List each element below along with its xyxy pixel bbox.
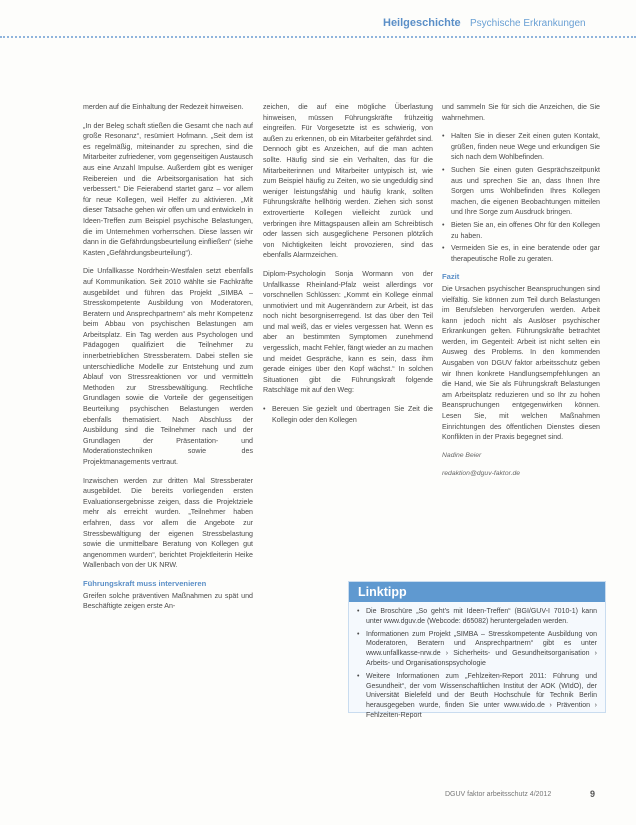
page-number: 9 bbox=[590, 789, 596, 799]
paragraph: merden auf die Einhaltung der Redezeit hinweisen. bbox=[83, 103, 244, 111]
header-divider bbox=[0, 36, 636, 38]
list-item: • Halten Sie in dieser Zeit einen guten Kontakt, grüßen, finden neue Wege und erkundigen Sie sich nach dem Wohlbefinden. bbox=[442, 131, 600, 163]
section-subtitle: Psychische Erkrankungen bbox=[470, 18, 586, 29]
list-item: • Bieten Sie an, ein offenes Ohr für den Kollegen zu haben. bbox=[442, 220, 600, 241]
fazit-heading: Fazit bbox=[442, 272, 460, 282]
column-2 bbox=[263, 102, 433, 433]
link-item: • Die Broschüre „So geht’s mit Ideen-Treffen“ (BGI/GUV-I 7010-1) kann unter www.dguv.de (Webcode: d65082) heruntergeladen werden. bbox=[357, 607, 597, 627]
paragraph: und sammeln Sie für sich die Anzeichen, die Sie wahrnehmen. bbox=[442, 103, 600, 122]
column-1 bbox=[83, 102, 253, 620]
list-item: • Bereuen Sie gezielt und übertragen Sie Zeit die Kollegin oder den Kollegen bbox=[263, 404, 433, 425]
list-item: • Suchen Sie einen guten Gesprächszeitpunkt aus und sprechen Sie an, dass Ihnen Ihre Sorgen ums Wohlbefinden Ihres Kollegen machen, die eigenen Beobachtungen mitteilen und Ihre Sorge zum Ausdruck bringen. bbox=[442, 165, 600, 218]
link-item: • Informationen zum Projekt „SIMBA – Stresskompetente Ausbildung von Moderatoren, Beratern und Ansprechpartnern“ gibt es unter www.unfallkasse-nrw.de › Sicherheits- und Gesundheitsorganisation › Arbeits- und Organisationspsychologie bbox=[357, 630, 597, 669]
paragraph: Diplom-Psychologin Sonja Wormann von der Unfallkasse Rheinland-Pfalz weist allerdings vor vorschnellen Schlüssen: „Kommt ein Kollege einmal unmotiviert und mit Augenrändern zur Arbeit, ist das noch nicht besorgniserregend. Ist das über den Teil und mal weiß, das er vieles vergessen hat. Wenn es aber an bestimmten Symptomen zunehmend vergesslich, macht Fehler, fängt wieder an zu machen und meidet Gespräche, kann es sein, dass ihm gerade einiges über den Kopf wächst.“ In solchen Situationen gibt die Führungskraft folgende Ratschläge mit auf den Weg: bbox=[263, 269, 433, 395]
advice-list-continued bbox=[442, 131, 600, 264]
paragraph: Inzwischen werden zur dritten Mal Stressberater ausgebildet. Die bereits vorliegenden ersten Evaluationsergebnisse zeigen, dass die Projektziele mehr als erreicht wurden. „Teilnehmer haben erfahren, dass vor allem die Angebote zur Stressbewältigung der eigenen Stressbelastung sowie die unmittelbare Beratung von Kollegen gut angenommen wurden“, berichtet Projektleiterin Heike Wallenbach von der UK NRW. bbox=[83, 476, 253, 570]
paragraph: Greifen solche präventiven Maßnahmen zu spät und Beschäftigte zeigen erste An- bbox=[83, 591, 253, 611]
paragraph: zeichen, die auf eine mögliche Überlastung hinweisen, müssen Führungskräfte frühzeitig eingreifen. Für Vorgesetzte ist es schwierig, von außen zu erkennen, ob ein Mitarbeiter gefährdet sind. Dennoch gibt es Anzeichen, auf die man achten sollte. Häufig sind sie ein Verhalten, das für die Mitarbeiterinnen und Mitarbeiter untypisch ist, wie zum Beispiel häufig zu Zeiten, wo sie ungeduldig sind weniger leistungsfähig und häufig krank, sollten Führungskräfte hellhörig werden. Ziehen sich sonst extrovertierte Kollegen vielleicht zurück und verbringen ihre Mittagspausen allein am Schreibtisch oder lassen sich ausgeglichene Personen plötzlich von Nichtigkeiten leicht provozieren, sind das ebenfalls Alarmzeichen. bbox=[263, 103, 433, 260]
section-title: Heilgeschichte bbox=[383, 17, 461, 29]
advice-list bbox=[263, 404, 433, 425]
paragraph: Die Ursachen psychischer Beanspruchungen sind vielfältig. Sie können zum Teil durch Belastungen im Berufsleben hervorgerufen werden. Arbeit kann jedoch nicht als Auslöser psychischer Erkrankungen gelten. Führungskräfte betrachtet werden, im Gegenteil: Arbeit ist nicht selten ein Ausweg des Problems. In den kommenden Ausgaben von DGUV faktor arbeitsschutz geben wir Ihnen konkrete Handlungsempfehlungen an die Hand, wie Sie als Führungskraft Belastungen am Arbeitsplatz reduzieren und so Ihr zu hohen Beanspruchungen entgegenwirken können. Lesen Sie, mit welchen Maßnahmen Einrichtungen des öffentlichen Dienstes diesen Konflikten in der Praxis begegnet sind. bbox=[442, 284, 600, 442]
link-list bbox=[357, 607, 597, 721]
linktipp-box bbox=[348, 581, 606, 719]
paragraph: „In der Beleg schaft stießen die Gesamt che nach auf große Resonanz“, resümiert Hofmann. „Seit dem ist es regelmäßig, miteinander zu sprechen, sind die Mitarbeiter zufriedener, vom gegenseitigen Austausch aus eine Anzahl Impulse. Außerdem gibt es weniger Reibereien und die Arbeitsorganisation hat sich verbessert.“ Die Feierabend startet ganz – vor allem für neue Kollegen, weil Helfer zu aktivieren. „Mit dieser Tatsache gehen wir offen um und entwickeln in Ideen-Treffen zum Beispiel psychische Belastungen, die im Unternehmen vorherrschen. Diese lassen wir dann in die Gefährdungsbeurteilung einfließen“ (siehe Kasten „Gefährdungsbeurteilung“). bbox=[83, 121, 253, 257]
linktipp-title: Linktipp bbox=[349, 582, 605, 602]
journal-footer: DGUV faktor arbeitsschutz 4/2012 bbox=[445, 791, 552, 798]
subheading: Führungskraft muss intervenieren bbox=[83, 578, 207, 588]
paragraph: Die Unfallkasse Nordrhein-Westfalen setzt ebenfalls auf Kommunikation. Seit 2010 wählte sie Fachkräfte ausgebildet und führen das Projekt „SIMBA – Stresskompetente Ausbildung von Moderatoren, Beratern und Ansprechpartnern“ als mehr Kompetenz beim Abbau von psychischen Belastungen am Arbeitsplatz. Ein Tag werden aus Psychologen und Pädagogen qualifiziert die Teilnehmer zu innerbetrieblichen Stressberatern. Dabei stellen sie unterschiedliche Modelle zur Entstehung und zum Ablauf von Stressreaktionen vor und vermitteln Methoden zur Stressbewältigung. Rechtliche Grundlagen sowie die Vorteile der gegenseitigen Beurteilung psychischen Belastungen werden ebenfalls thematisiert. Nach Abschluss der Ausbildung sind die Teilnehmer nach und der Grundlagen der Präsentation- und Moderationstechniken sowie des Projektmanagements vertraut. bbox=[83, 267, 253, 466]
column-3 bbox=[442, 102, 600, 488]
linktipp-body bbox=[349, 602, 605, 721]
page-header bbox=[0, 14, 636, 36]
list-item: • Vermeiden Sie es, in eine beratende oder gar therapeutische Rolle zu geraten. bbox=[442, 243, 600, 264]
author-email: redaktion@dguv-faktor.de bbox=[442, 470, 521, 478]
author-name: Nadine Beier bbox=[442, 451, 482, 459]
link-item: • Weitere Informationen zum „Fehlzeiten-Report 2011: Führung und Gesundheit“, der vom Wissenschaftlichen Institut der AOK (WIdO), der Universität Bielefeld und der Beuth Hochschule für Technik Berlin herausgegeben wurde, finden Sie unter www.wido.de › Prävention › Fehlzeiten-Report bbox=[357, 672, 597, 721]
